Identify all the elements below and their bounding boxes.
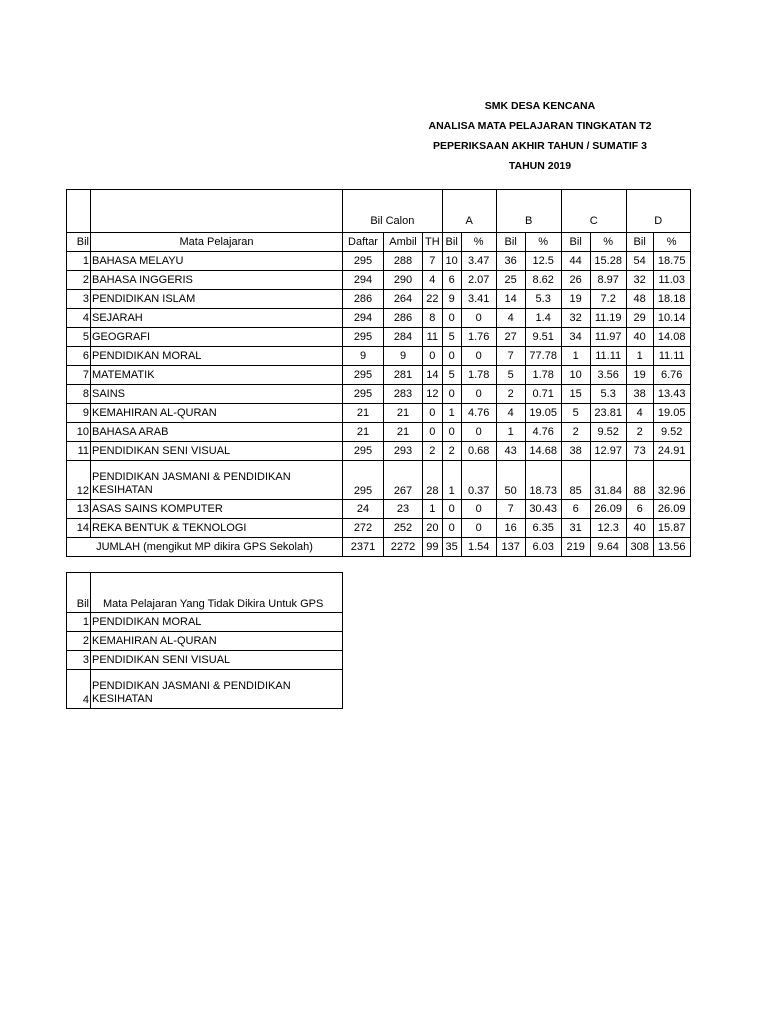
cell-b-pct: 18.73 — [525, 461, 561, 500]
cell-b-bil: 16 — [496, 519, 525, 538]
cell-a-bil: 9 — [442, 290, 461, 309]
cell-c-bil: 15 — [561, 385, 590, 404]
cell-b-bil: 7 — [496, 500, 525, 519]
column-header-c-pct: % — [590, 233, 626, 252]
table-row — [67, 252, 691, 271]
table-row — [67, 519, 691, 538]
cell-bil: 3 — [67, 651, 91, 670]
cell-ambil: 281 — [384, 366, 423, 385]
cell-c-bil: 6 — [561, 500, 590, 519]
cell-c-pct: 5.3 — [590, 385, 626, 404]
table-row — [67, 442, 691, 461]
cell-subject: GEOGRAFI — [91, 328, 343, 347]
cell-c-pct: 7.2 — [590, 290, 626, 309]
column-header-a-bil: Bil — [442, 233, 461, 252]
cell-d-bil: 1 — [626, 347, 653, 366]
cell-a-bil: 0 — [442, 423, 461, 442]
cell-a-bil: 10 — [442, 252, 461, 271]
cell-b-pct: 8.62 — [525, 271, 561, 290]
cell-ambil: 267 — [384, 461, 423, 500]
report-header — [380, 96, 700, 176]
cell-b-pct: 14.68 — [525, 442, 561, 461]
cell-th: 11 — [423, 328, 443, 347]
cell-th: 28 — [423, 461, 443, 500]
cell-b-pct: 19.05 — [525, 404, 561, 423]
table-row — [67, 290, 691, 309]
cell-daftar: 294 — [343, 271, 384, 290]
cell-b-bil: 43 — [496, 442, 525, 461]
cell-daftar: 294 — [343, 309, 384, 328]
cell-d-pct: 10.14 — [653, 309, 690, 328]
cell-a-bil: 1 — [442, 461, 461, 500]
cell-b-bil: 5 — [496, 366, 525, 385]
table-row — [67, 632, 343, 651]
cell-d-pct: 32.96 — [653, 461, 690, 500]
cell-d-pct: 24.91 — [653, 442, 690, 461]
cell-bil: 5 — [67, 328, 91, 347]
column-header-a-pct: % — [461, 233, 496, 252]
cell-a-pct: 0 — [461, 385, 496, 404]
cell-c-pct: 23.81 — [590, 404, 626, 423]
cell-d-pct: 13.43 — [653, 385, 690, 404]
cell-a-pct: 1.78 — [461, 366, 496, 385]
cell-a-pct: 0 — [461, 423, 496, 442]
cell-c-pct: 26.09 — [590, 500, 626, 519]
cell-subject: KEMAHIRAN AL-QURAN — [91, 404, 343, 423]
column-header-c-bil: Bil — [561, 233, 590, 252]
cell-a-pct: 0.68 — [461, 442, 496, 461]
cell-b-bil: 27 — [496, 328, 525, 347]
cell-c-bil: 26 — [561, 271, 590, 290]
cell-bil: 4 — [67, 670, 91, 709]
cell-th: 22 — [423, 290, 443, 309]
table-row — [67, 404, 691, 423]
cell-c-bil: 34 — [561, 328, 590, 347]
cell-ambil: 21 — [384, 404, 423, 423]
cell-c-pct: 11.11 — [590, 347, 626, 366]
cell-bil: 4 — [67, 309, 91, 328]
cell-subject: PENDIDIKAN SENI VISUAL — [91, 651, 343, 670]
cell-d-pct: 11.03 — [653, 271, 690, 290]
cell-d-pct: 14.08 — [653, 328, 690, 347]
cell-ambil: 286 — [384, 309, 423, 328]
cell-bil: 13 — [67, 500, 91, 519]
cell-d-pct: 9.52 — [653, 423, 690, 442]
cell-a-pct: 0.37 — [461, 461, 496, 500]
total-a-pct: 1.54 — [461, 538, 496, 557]
cell-d-pct: 15.87 — [653, 519, 690, 538]
cell-subject: PENDIDIKAN MORAL — [91, 347, 343, 366]
cell-a-pct: 0 — [461, 519, 496, 538]
cell-a-pct: 0 — [461, 347, 496, 366]
cell-c-pct: 11.97 — [590, 328, 626, 347]
cell-d-bil: 38 — [626, 385, 653, 404]
cell-daftar: 295 — [343, 385, 384, 404]
cell-b-pct: 12.5 — [525, 252, 561, 271]
cell-a-pct: 0 — [461, 500, 496, 519]
cell-a-bil: 6 — [442, 271, 461, 290]
cell-d-bil: 88 — [626, 461, 653, 500]
cell-bil: 9 — [67, 404, 91, 423]
cell-th: 1 — [423, 500, 443, 519]
cell-th: 7 — [423, 252, 443, 271]
cell-bil: 1 — [67, 613, 91, 632]
cell-a-bil: 0 — [442, 500, 461, 519]
cell-bil: 1 — [67, 252, 91, 271]
subject-analysis-table — [66, 189, 691, 557]
column-header-d-pct: % — [653, 233, 690, 252]
total-d-bil: 308 — [626, 538, 653, 557]
total-a-bil: 35 — [442, 538, 461, 557]
school-name: SMK DESA KENCANA — [484, 100, 596, 112]
cell-b-pct: 1.4 — [525, 309, 561, 328]
table-row — [67, 271, 691, 290]
cell-a-bil: 5 — [442, 328, 461, 347]
cell-b-bil: 4 — [496, 309, 525, 328]
cell-subject: PENDIDIKAN JASMANI & PENDIDIKAN KESIHATAN — [91, 461, 343, 500]
cell-th: 12 — [423, 385, 443, 404]
cell-th: 2 — [423, 442, 443, 461]
cell-subject: MATEMATIK — [91, 366, 343, 385]
header-grade-c: C — [561, 190, 626, 233]
cell-a-pct: 1.76 — [461, 328, 496, 347]
header-blank — [91, 190, 343, 233]
table-row — [67, 347, 691, 366]
cell-daftar: 24 — [343, 500, 384, 519]
cell-d-pct: 6.76 — [653, 366, 690, 385]
table-row — [67, 309, 691, 328]
header-grade-d: D — [626, 190, 690, 233]
cell-d-bil: 73 — [626, 442, 653, 461]
cell-c-bil: 85 — [561, 461, 590, 500]
cell-c-pct: 31.84 — [590, 461, 626, 500]
cell-b-bil: 1 — [496, 423, 525, 442]
cell-th: 14 — [423, 366, 443, 385]
total-ambil: 2272 — [384, 538, 423, 557]
cell-b-pct: 4.76 — [525, 423, 561, 442]
cell-a-bil: 0 — [442, 385, 461, 404]
cell-b-pct: 5.3 — [525, 290, 561, 309]
column-header-bil: Bil — [67, 233, 91, 252]
cell-bil: 3 — [67, 290, 91, 309]
cell-d-bil: 54 — [626, 252, 653, 271]
cell-ambil: 288 — [384, 252, 423, 271]
header-bil-calon: Bil Calon — [343, 190, 443, 233]
cell-c-pct: 8.97 — [590, 271, 626, 290]
cell-b-pct: 0.71 — [525, 385, 561, 404]
cell-ambil: 23 — [384, 500, 423, 519]
column-header-d-bil: Bil — [626, 233, 653, 252]
column-header-ambil: Ambil — [384, 233, 423, 252]
cell-daftar: 295 — [343, 252, 384, 271]
cell-a-bil: 0 — [442, 519, 461, 538]
total-c-bil: 219 — [561, 538, 590, 557]
column-header-b-pct: % — [525, 233, 561, 252]
cell-b-pct: 6.35 — [525, 519, 561, 538]
cell-b-pct: 9.51 — [525, 328, 561, 347]
column-header-subject: Mata Pelajaran — [91, 233, 343, 252]
column-header-subject: Mata Pelajaran Yang Tidak Dikira Untuk GPS — [91, 573, 343, 613]
table-row — [67, 651, 343, 670]
cell-th: 0 — [423, 423, 443, 442]
cell-d-bil: 40 — [626, 328, 653, 347]
total-b-pct: 6.03 — [525, 538, 561, 557]
cell-d-pct: 18.18 — [653, 290, 690, 309]
cell-d-pct: 11.11 — [653, 347, 690, 366]
cell-c-pct: 12.97 — [590, 442, 626, 461]
column-header-th: TH — [423, 233, 443, 252]
cell-a-bil: 5 — [442, 366, 461, 385]
cell-c-bil: 38 — [561, 442, 590, 461]
cell-daftar: 21 — [343, 404, 384, 423]
cell-d-bil: 19 — [626, 366, 653, 385]
report-year: TAHUN 2019 — [508, 160, 572, 172]
cell-daftar: 295 — [343, 366, 384, 385]
cell-a-pct: 4.76 — [461, 404, 496, 423]
table-row — [67, 423, 691, 442]
total-daftar: 2371 — [343, 538, 384, 557]
table-row — [67, 613, 343, 632]
total-d-pct: 13.56 — [653, 538, 690, 557]
cell-daftar: 9 — [343, 347, 384, 366]
cell-d-bil: 48 — [626, 290, 653, 309]
cell-daftar: 295 — [343, 461, 384, 500]
cell-subject: ASAS SAINS KOMPUTER — [91, 500, 343, 519]
table-row — [67, 328, 691, 347]
cell-bil: 2 — [67, 271, 91, 290]
cell-bil: 7 — [67, 366, 91, 385]
cell-d-pct: 19.05 — [653, 404, 690, 423]
cell-subject: BAHASA ARAB — [91, 423, 343, 442]
cell-bil: 8 — [67, 385, 91, 404]
cell-a-pct: 0 — [461, 309, 496, 328]
cell-daftar: 21 — [343, 423, 384, 442]
total-b-bil: 137 — [496, 538, 525, 557]
cell-b-bil: 7 — [496, 347, 525, 366]
cell-subject: PENDIDIKAN ISLAM — [91, 290, 343, 309]
cell-ambil: 264 — [384, 290, 423, 309]
cell-c-bil: 2 — [561, 423, 590, 442]
cell-ambil: 293 — [384, 442, 423, 461]
column-header-daftar: Daftar — [343, 233, 384, 252]
header-grade-a: A — [442, 190, 496, 233]
table-row — [67, 500, 691, 519]
cell-a-bil: 0 — [442, 347, 461, 366]
cell-a-pct: 3.41 — [461, 290, 496, 309]
cell-a-bil: 2 — [442, 442, 461, 461]
cell-daftar: 272 — [343, 519, 384, 538]
cell-ambil: 252 — [384, 519, 423, 538]
cell-th: 0 — [423, 347, 443, 366]
report-title: ANALISA MATA PELAJARAN TINGKATAN T2 — [428, 120, 652, 132]
cell-c-pct: 12.3 — [590, 519, 626, 538]
cell-th: 20 — [423, 519, 443, 538]
cell-c-bil: 1 — [561, 347, 590, 366]
cell-ambil: 290 — [384, 271, 423, 290]
total-row — [67, 538, 691, 557]
cell-daftar: 286 — [343, 290, 384, 309]
cell-c-bil: 5 — [561, 404, 590, 423]
column-header-row — [67, 233, 691, 252]
cell-subject: SEJARAH — [91, 309, 343, 328]
cell-c-pct: 9.52 — [590, 423, 626, 442]
cell-subject: REKA BENTUK & TEKNOLOGI — [91, 519, 343, 538]
total-label: JUMLAH (mengikut MP dikira GPS Sekolah) — [67, 538, 343, 557]
total-c-pct: 9.64 — [590, 538, 626, 557]
table-row — [67, 385, 691, 404]
cell-d-bil: 6 — [626, 500, 653, 519]
group-header-row — [67, 190, 691, 233]
cell-subject: BAHASA MELAYU — [91, 252, 343, 271]
cell-c-bil: 19 — [561, 290, 590, 309]
cell-c-pct: 15.28 — [590, 252, 626, 271]
non-gps-subjects-table — [66, 572, 343, 709]
cell-a-bil: 1 — [442, 404, 461, 423]
cell-d-pct: 26.09 — [653, 500, 690, 519]
cell-ambil: 21 — [384, 423, 423, 442]
cell-ambil: 284 — [384, 328, 423, 347]
table-row — [67, 366, 691, 385]
cell-bil: 10 — [67, 423, 91, 442]
cell-bil: 6 — [67, 347, 91, 366]
cell-b-bil: 36 — [496, 252, 525, 271]
cell-b-pct: 1.78 — [525, 366, 561, 385]
cell-b-bil: 25 — [496, 271, 525, 290]
cell-subject: PENDIDIKAN SENI VISUAL — [91, 442, 343, 461]
cell-daftar: 295 — [343, 442, 384, 461]
cell-b-bil: 50 — [496, 461, 525, 500]
cell-ambil: 9 — [384, 347, 423, 366]
cell-d-bil: 32 — [626, 271, 653, 290]
cell-a-pct: 3.47 — [461, 252, 496, 271]
header-grade-b: B — [496, 190, 561, 233]
cell-d-bil: 29 — [626, 309, 653, 328]
cell-b-bil: 2 — [496, 385, 525, 404]
cell-ambil: 283 — [384, 385, 423, 404]
cell-subject: PENDIDIKAN JASMANI & PENDIDIKAN KESIHATAN — [91, 670, 343, 709]
table-row — [67, 670, 343, 709]
cell-c-bil: 31 — [561, 519, 590, 538]
cell-d-bil: 4 — [626, 404, 653, 423]
exam-name: PEPERIKSAAN AKHIR TAHUN / SUMATIF 3 — [433, 140, 647, 152]
cell-daftar: 295 — [343, 328, 384, 347]
cell-b-bil: 14 — [496, 290, 525, 309]
cell-d-bil: 2 — [626, 423, 653, 442]
cell-c-pct: 11.19 — [590, 309, 626, 328]
table-row — [67, 461, 691, 500]
cell-c-pct: 3.56 — [590, 366, 626, 385]
cell-subject: PENDIDIKAN MORAL — [91, 613, 343, 632]
cell-c-bil: 32 — [561, 309, 590, 328]
cell-c-bil: 10 — [561, 366, 590, 385]
cell-subject: BAHASA INGGERIS — [91, 271, 343, 290]
cell-th: 0 — [423, 404, 443, 423]
cell-bil: 14 — [67, 519, 91, 538]
cell-b-bil: 4 — [496, 404, 525, 423]
cell-th: 8 — [423, 309, 443, 328]
cell-bil: 12 — [67, 461, 91, 500]
column-header-bil: Bil — [67, 573, 91, 613]
cell-c-bil: 44 — [561, 252, 590, 271]
cell-subject: SAINS — [91, 385, 343, 404]
cell-d-pct: 18.75 — [653, 252, 690, 271]
cell-b-pct: 77.78 — [525, 347, 561, 366]
header-blank — [67, 190, 91, 233]
cell-b-pct: 30.43 — [525, 500, 561, 519]
cell-bil: 11 — [67, 442, 91, 461]
cell-d-bil: 40 — [626, 519, 653, 538]
cell-a-pct: 2.07 — [461, 271, 496, 290]
cell-subject: KEMAHIRAN AL-QURAN — [91, 632, 343, 651]
total-th: 99 — [423, 538, 443, 557]
cell-a-bil: 0 — [442, 309, 461, 328]
non-gps-header-row — [67, 573, 343, 613]
column-header-b-bil: Bil — [496, 233, 525, 252]
cell-bil: 2 — [67, 632, 91, 651]
cell-th: 4 — [423, 271, 443, 290]
